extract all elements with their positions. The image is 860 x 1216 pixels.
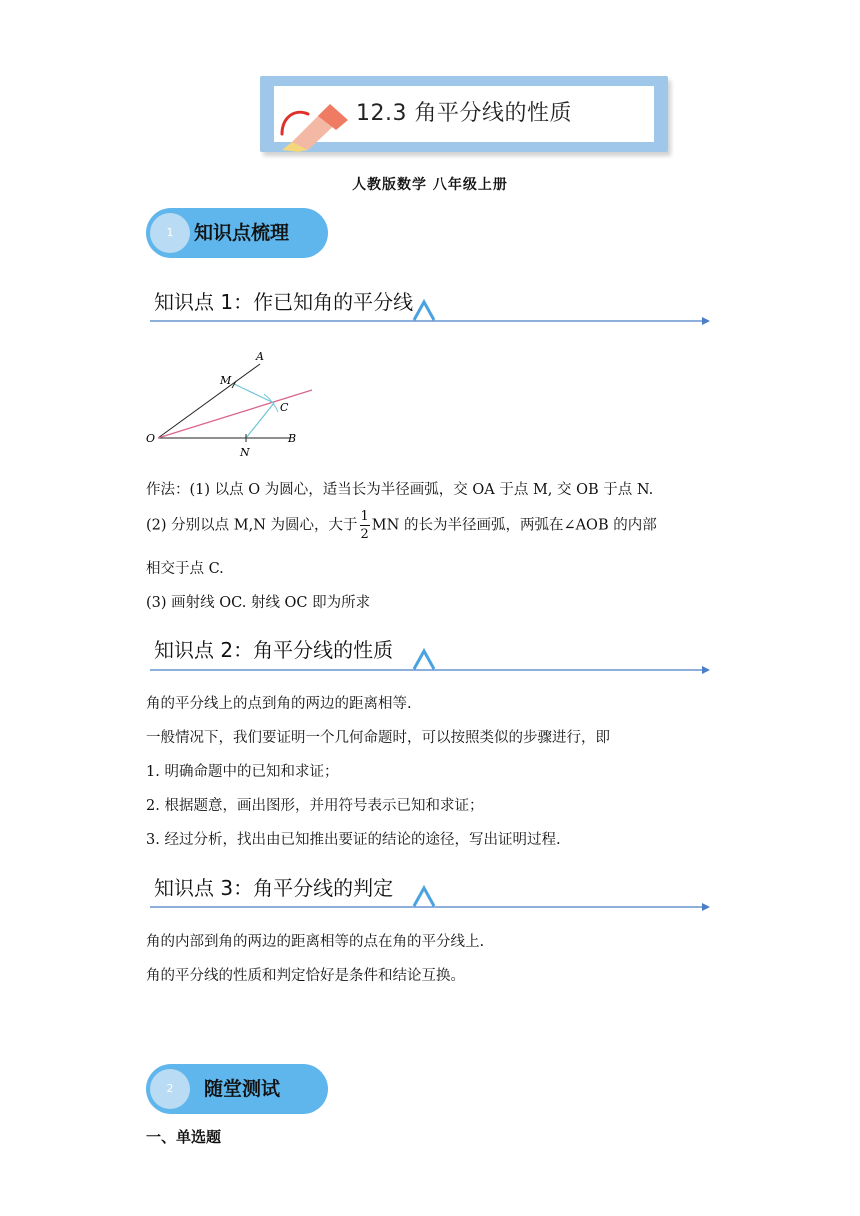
method-line-1: 作法：(1) 以点 O 为圆心，适当长为半径画弧，交 OA 于点 M, 交 OB 于点 N. <box>146 482 654 498</box>
kp3-line-1: 角的内部到角的两边的距离相等的点在角的平分线上. <box>146 934 485 950</box>
kp2-line-1: 角的平分线上的点到角的两边的距离相等. <box>146 696 412 712</box>
kp2-line-2: 一般情况下，我们要证明一个几何命题时，可以按照类似的步骤进行，即 <box>146 730 610 746</box>
subtitle: 人教版数学 八年级上册 <box>352 177 508 193</box>
label-O: O <box>146 432 156 445</box>
method-line-2-post: MN 的长为半径画弧，两弧在∠AOB 的内部 <box>371 517 657 534</box>
kp3-title: 知识点 3：角平分线的判定 <box>154 876 394 900</box>
section-label: 知识点梳理 <box>194 222 290 244</box>
kp2-title: 知识点 2：角平分线的性质 <box>154 638 394 662</box>
kp2-line-5: 3. 经过分析，找出由已知推出要证的结论的途径，写出证明过程. <box>146 832 561 848</box>
method-line-4: (3) 画射线 OC. 射线 OC 即为所求 <box>146 595 371 611</box>
label-A: A <box>256 350 264 363</box>
single-choice-heading: 一、单选题 <box>146 1128 222 1146</box>
section-number: 1 <box>150 213 190 253</box>
fraction-half <box>360 510 370 541</box>
kp1-heading <box>150 286 710 330</box>
page-title: 12.3 角平分线的性质 <box>356 101 572 126</box>
label-M: M <box>220 374 232 387</box>
method-line-2 <box>146 510 657 541</box>
fraction-numerator: 1 <box>360 509 369 524</box>
kp1-title: 知识点 1：作已知角的平分线 <box>154 290 414 314</box>
section-pill-2 <box>146 1064 328 1114</box>
title-banner <box>260 76 668 158</box>
section-number: 2 <box>150 1069 190 1109</box>
label-C: C <box>280 401 289 414</box>
kp2-heading <box>150 634 710 678</box>
label-B: B <box>288 432 297 445</box>
pencil-icon <box>268 90 358 152</box>
fraction-denominator: 2 <box>360 527 369 542</box>
label-N: N <box>240 446 250 459</box>
method-line-3: 相交于点 C. <box>146 561 224 577</box>
kp3-heading <box>150 872 710 916</box>
method-line-2-pre: (2) 分别以点 M,N 为圆心，大于 <box>146 517 358 534</box>
angle-bisector-figure <box>140 346 330 464</box>
kp2-line-4: 2. 根据题意，画出图形，并用符号表示已知和求证； <box>146 798 484 814</box>
kp3-line-2: 角的平分线的性质和判定恰好是条件和结论互换。 <box>146 968 465 984</box>
section-label: 随堂测试 <box>204 1078 281 1100</box>
kp2-line-3: 1. 明确命题中的已知和求证； <box>146 764 339 780</box>
section-pill-1 <box>146 208 328 258</box>
